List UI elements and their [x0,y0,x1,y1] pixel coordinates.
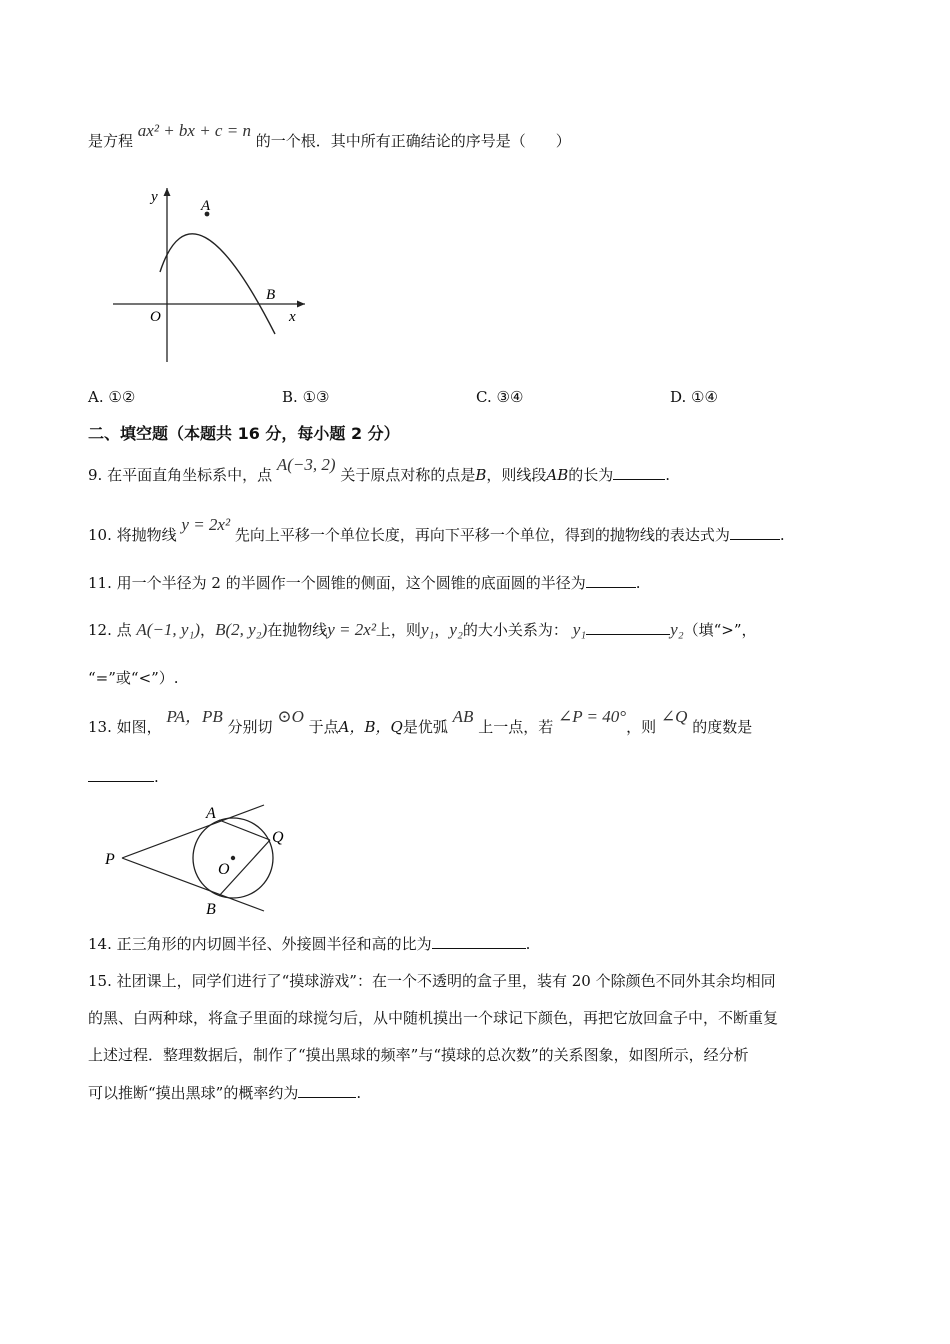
tangent-pa [122,805,264,858]
label-p: P [105,851,115,868]
label-x: x [289,309,296,325]
center-dot [231,856,235,860]
q11-line: 11. 用一个半径为 2 的半圆作一个圆锥的侧面，这个圆锥的底面圆的半径为 . [88,574,641,592]
q8-tail-suffix: 的一个根．其中所有正确结论的序号是（ ） [255,132,571,150]
q10-expr: y = 2x² [181,515,231,534]
q12-point-a: A(−1, y₁) [136,620,201,639]
q13-answer-blank[interactable] [88,767,154,782]
q11-answer-blank[interactable] [586,573,636,588]
label-b: B [266,287,276,303]
q9-answer-blank[interactable] [613,465,665,480]
label-b: B [206,901,216,918]
label-o: O [150,309,161,325]
q12-line: 12. 点 A(−1, y₁)，B(2, y₂)在抛物线y = 2x²上，则y₁，y₂的大小关系为： y₁ y₂（填“>”， [88,620,757,639]
option-c[interactable]: C. ③④ [476,388,524,406]
q12-point-b: B(2, y₂) [215,620,268,639]
q8-equation: ax² + bx + c = n [137,121,251,140]
q8-parabola-figure [105,180,315,370]
q13-blank-line: . [88,766,159,788]
option-b[interactable]: B. ①③ [282,388,330,406]
q14-line: 14. 正三角形的内切圆半径、外接圆半径和高的比为 . [88,935,531,953]
q12-line-2: “=”或“<”）. [88,669,179,687]
label-o: O [218,861,230,878]
q15-line-2: 的黑、白两种球，将盒子里面的球搅匀后，从中随机摸出一个球记下颜色，再把它放回盒子中，不断重复 [88,1009,779,1027]
x-axis-arrow [297,301,305,308]
section-2-title: 二、填空题（本题共 16 分，每小题 2 分） [88,424,400,443]
q15-answer-blank[interactable] [298,1083,356,1098]
label-a: A [206,805,216,822]
q10-answer-blank[interactable] [730,525,780,540]
parabola-curve [160,234,275,334]
q14-answer-blank[interactable] [432,934,526,949]
y-axis-arrow [164,188,171,196]
q12-answer-blank[interactable] [586,620,670,635]
q9-point: A(−3, 2) [276,455,336,474]
q15-line-3: 上述过程．整理数据后，制作了“摸出黑球的频率”与“摸球的总次数”的关系图象，如图所示，经分析 [88,1046,749,1064]
option-d[interactable]: D. ①④ [670,388,718,406]
tangent-pb [122,858,264,911]
q8-tail-prefix: 是方程 [88,132,134,150]
label-q: Q [272,829,284,846]
q9-line: 9. 在平面直角坐标系中，点 A(−3, 2) 关于原点对称的点是B，则线段AB的长为 . [88,455,671,484]
q15-line-4: 可以推断“摸出黑球”的概率约为 . [88,1084,362,1102]
label-a: A [201,198,211,214]
q8-tail-line [88,121,571,152]
q13-tangent-figure [100,796,300,921]
q13-line: 13. 如图， PA，PB 分别切 ⊙O 于点A，B，Q是优弧 AB 上一点，若 ∠P = 40°，则 ∠Q 的度数是 [88,707,753,736]
option-a[interactable]: A. ①② [88,388,136,406]
label-y: y [151,189,158,205]
q15-line-1: 15. 社团课上，同学们进行了“摸球游戏”：在一个不透明的盒子里，装有 20 个除颜色不同外其余均相同 [88,972,776,990]
q10-line: 10. 将抛物线 y = 2x² 先向上平移一个单位长度，再向下平移一个单位，得到的抛物线的表达式为 . [88,515,785,544]
